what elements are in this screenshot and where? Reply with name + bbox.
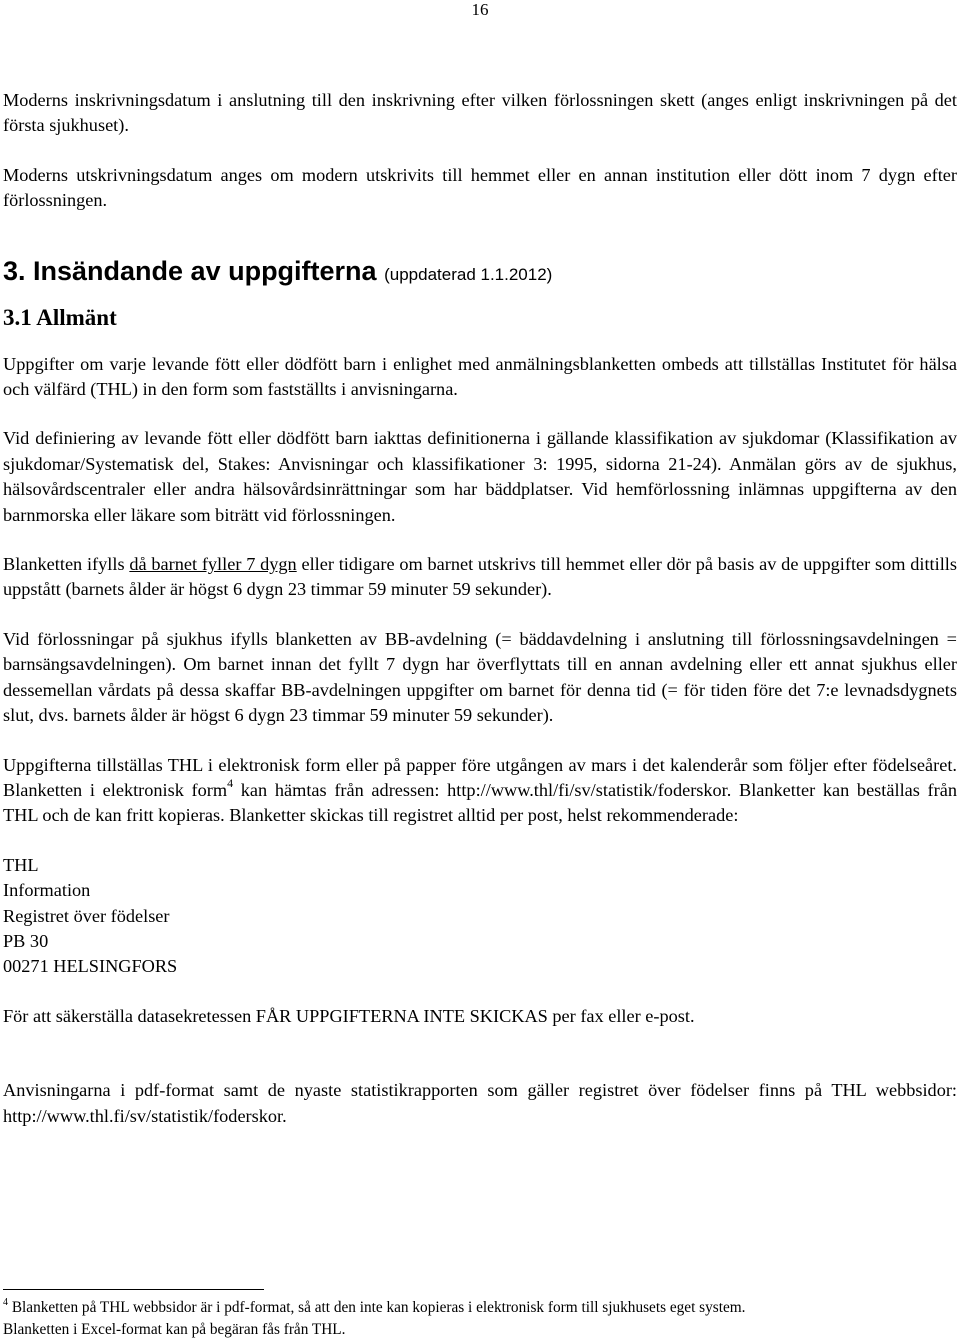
paragraph-data-security: För att säkerställa datasekretessen FÅR UPPGIFTERNA INTE SKICKAS per fax eller e-post.: [3, 1005, 695, 1026]
paragraph-general-reporting: Uppgifter om varje levande fött eller dödfött barn i enlighet med anmälningsblanketten ombeds att tillställas Institutet för hälsa och välfärd (THL) in den form som fastställts i anvisningarna.: [3, 353, 957, 400]
footnote-line-2: Blanketten i Excel-format kan på begäran fås från THL.: [3, 1321, 346, 1338]
postal-address: [3, 853, 957, 980]
section-3-title: 3. Insändande av uppgifterna: [3, 255, 377, 286]
form-timing-text-start: Blanketten ifylls: [3, 554, 130, 575]
form-timing-underlined: då barnet fyller 7 dygn: [129, 554, 297, 575]
footnote-line-1: [3, 1297, 957, 1319]
paragraph-mother-discharge: Moderns utskrivningsdatum anges om modern utskrivits till hemmet eller en annan institution eller dött inom 7 dygn efter förlossningen.: [3, 164, 957, 211]
address-line: Registret över födelser: [3, 905, 170, 926]
paragraph-mother-admission: Moderns inskrivningsdatum i anslutning till den inskrivning efter vilken förlossningen skett (anges enligt inskrivningen på det första sjukhuset).: [3, 90, 957, 136]
paragraph-submission: [3, 753, 957, 829]
footnote: [3, 1297, 957, 1341]
form-timing-text-end: eller tidigare om barnet utskrivs till hemmet eller dör på basis av de uppgifter som dittills uppstått (barnets ålder är högst 6 dygn 23 timmar 59 minuter 59 sekunder).: [3, 554, 957, 600]
footnote-marker: 4: [3, 1296, 8, 1308]
footnote-reference[interactable]: 4: [227, 775, 234, 790]
footnote-text-1: Blanketten på THL webbsidor är i pdf-format, så att den inte kan kopieras i elektronisk form till sjukhusets eget system.: [8, 1299, 746, 1316]
footnote-separator: [3, 1289, 264, 1290]
address-line: Information: [3, 880, 91, 901]
paragraph-definitions: Vid definiering av levande fött eller dödfött barn iakttas definitionerna i gällande klassifikation av sjukdomar (Klassifikation av sjukdomar/Systematisk del, Stakes: Anvisningar och klassifikationer 3: 1995, sidorna 21-24). Anmälan görs av de sjukhus, hälsovårdscentraler eller andra hälsovårdsinrättningar som har bäddplatser. Vid hemförlossning inlämnas uppgifterna av den barnmorska eller läkare som biträtt vid förlossningen.: [3, 428, 957, 525]
page-number: 16: [471, 0, 489, 19]
document-body: [3, 88, 957, 1129]
section-3-update-note: (uppdaterad 1.1.2012): [384, 264, 553, 284]
address-line: THL: [3, 854, 39, 875]
section-3-heading: [3, 255, 957, 291]
paragraph-form-timing: [3, 552, 957, 603]
section-3-1-heading: 3.1 Allmänt: [3, 304, 117, 330]
paragraph-pdf-instructions: Anvisningarna i pdf-format samt de nyaste statistikrapporten som gäller registret över födelser finns på THL webbsidor: http://www.thl.fi/sv/statistik/foderskor.: [3, 1080, 957, 1126]
address-line: 00271 HELSINGFORS: [3, 956, 178, 977]
submission-text-start: Uppgifterna tillställas THL i elektronisk form eller på papper före utgången av mars i det kalenderår som följer efter födelseåret. Blanketten i elektronisk form: [3, 754, 957, 800]
address-line: PB 30: [3, 930, 49, 951]
submission-text-end: kan hämtas från adressen: http://www.thl/fi/sv/statistik/foderskor. Blanketter kan beställas från THL och de kan fritt kopieras. Blanketter skickas till registret alltid per post, helst rekommenderade:: [3, 779, 957, 826]
paragraph-hospital-births: Vid förlossningar på sjukhus ifylls blanketten av BB-avdelning (= bäddavdelning i anslutning till förlossningsavdelningen = barnsängsavdelningen). Om barnet innan det fyllt 7 dygn har överflyttats till en annan avdelning eller ett annat sjukhus eller dessemellan vårdats på dessa skaffar BB-avdelningen uppgifter om barnet för denna tid (= för tiden före det 7:e levnadsdygnets slut, dvs. barnets ålder är högst 6 dygn 23 timmar 59 minuter 59 sekunder).: [3, 628, 957, 726]
